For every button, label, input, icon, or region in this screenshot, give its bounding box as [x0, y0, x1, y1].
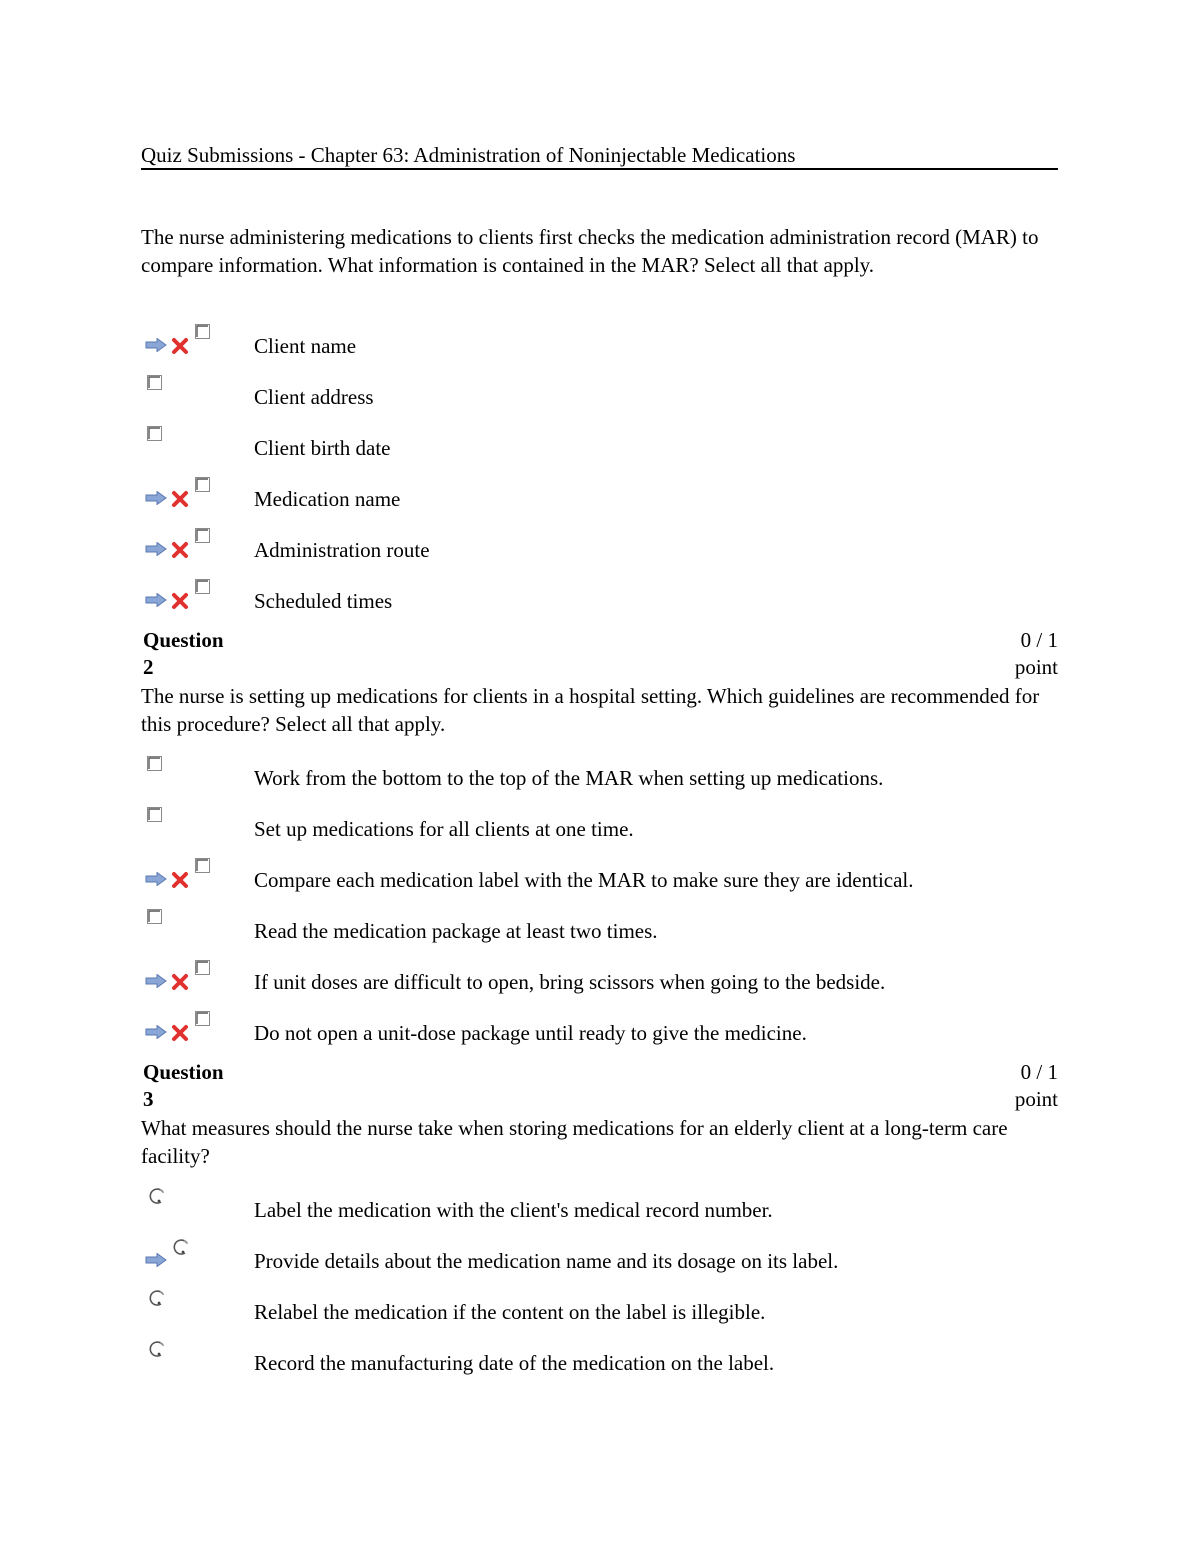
incorrect-x-icon: [171, 1024, 189, 1042]
arrow-right-icon: [145, 338, 167, 352]
arrow-right-icon: [145, 1253, 167, 1267]
page-title: Quiz Submissions - Chapter 63: Administration of Noninjectable Medications: [141, 142, 1058, 170]
checkbox-icon[interactable]: [195, 579, 210, 594]
incorrect-x-icon: [171, 973, 189, 991]
answer-option[interactable]: [141, 1196, 1058, 1230]
incorrect-x-icon: [171, 871, 189, 889]
answer-markers: [145, 1019, 245, 1049]
radio-button-icon[interactable]: [147, 1186, 167, 1206]
answer-option[interactable]: [141, 332, 1058, 366]
answer-option[interactable]: [141, 968, 1058, 1002]
checkbox-icon[interactable]: [195, 528, 210, 543]
answer-option-label: Relabel the medication if the content on the label is illegible.: [254, 1300, 766, 1324]
answer-markers: [145, 917, 245, 947]
question-2-header: [141, 627, 1058, 683]
answer-option[interactable]: [141, 383, 1058, 417]
radio-button-icon[interactable]: [171, 1237, 191, 1257]
answer-option[interactable]: [141, 587, 1058, 621]
answer-option-label: Provide details about the medication name and its dosage on its label.: [254, 1249, 839, 1273]
answer-option[interactable]: [141, 536, 1058, 570]
answer-markers: [145, 434, 245, 464]
question-2-stem: The nurse is setting up medications for clients in a hospital setting. Which guidelines are recommended for this procedure? Select all that apply.: [141, 684, 1040, 736]
arrow-right-icon: [145, 542, 167, 556]
answer-option[interactable]: [141, 1349, 1058, 1383]
question-2-label: [143, 627, 263, 681]
answer-option-label: Set up medications for all clients at one time.: [254, 817, 634, 841]
answer-markers: [145, 866, 245, 896]
arrow-right-icon: [145, 593, 167, 607]
question-label-word: Question: [143, 1060, 224, 1084]
answer-option-label: Do not open a unit-dose package until ready to give the medicine.: [254, 1021, 807, 1045]
incorrect-x-icon: [171, 541, 189, 559]
score-unit: point: [1014, 655, 1058, 679]
checkbox-icon[interactable]: [147, 909, 162, 924]
score-unit: point: [1014, 1087, 1058, 1111]
radio-button-icon[interactable]: [147, 1288, 167, 1308]
answer-option[interactable]: [141, 866, 1058, 900]
arrow-right-icon: [145, 872, 167, 886]
checkbox-icon[interactable]: [195, 1011, 210, 1026]
answer-option[interactable]: [141, 434, 1058, 468]
answer-option-label: Record the manufacturing date of the medication on the label.: [254, 1351, 775, 1375]
question-2-score: [978, 627, 1058, 681]
arrow-right-icon: [145, 491, 167, 505]
incorrect-x-icon: [171, 337, 189, 355]
answer-option-label: Client name: [254, 334, 357, 358]
answer-option-label: Read the medication package at least two times.: [254, 919, 658, 943]
answer-markers: [145, 587, 245, 617]
answer-option-label: If unit doses are difficult to open, bring scissors when going to the bedside.: [254, 970, 886, 994]
answer-option-label: Administration route: [254, 538, 430, 562]
answer-option-label: Medication name: [254, 487, 401, 511]
incorrect-x-icon: [171, 592, 189, 610]
answer-option[interactable]: [141, 1298, 1058, 1332]
answer-option-label: Work from the bottom to the top of the MAR when setting up medications.: [254, 766, 884, 790]
answer-option-label: Client address: [254, 385, 374, 409]
checkbox-icon[interactable]: [195, 324, 210, 339]
checkbox-icon[interactable]: [195, 477, 210, 492]
checkbox-icon[interactable]: [147, 426, 162, 441]
question-label-word: Question: [143, 628, 224, 652]
answer-markers: [145, 1349, 245, 1379]
arrow-right-icon: [145, 974, 167, 988]
answer-markers: [145, 764, 245, 794]
question-number: 3: [143, 1087, 154, 1111]
question-3-label: [143, 1059, 263, 1113]
checkbox-icon[interactable]: [147, 375, 162, 390]
answer-option[interactable]: [141, 1019, 1058, 1053]
radio-button-icon[interactable]: [147, 1339, 167, 1359]
answer-option[interactable]: [141, 485, 1058, 519]
incorrect-x-icon: [171, 490, 189, 508]
arrow-right-icon: [145, 1025, 167, 1039]
answer-option[interactable]: [141, 1247, 1058, 1281]
score-value: 0 / 1: [1020, 1060, 1058, 1084]
question-3-stem: What measures should the nurse take when storing medications for an elderly client at a long-term care facility?: [141, 1116, 1008, 1168]
question-3-score: [978, 1059, 1058, 1113]
checkbox-icon[interactable]: [195, 858, 210, 873]
answer-option-label: Scheduled times: [254, 589, 393, 613]
answer-option[interactable]: [141, 815, 1058, 849]
answer-markers: [145, 536, 245, 566]
answer-markers: [145, 1298, 245, 1328]
answer-option[interactable]: [141, 764, 1058, 798]
answer-markers: [145, 383, 245, 413]
score-value: 0 / 1: [1020, 628, 1058, 652]
answer-markers: [145, 968, 245, 998]
answer-markers: [145, 1247, 245, 1277]
checkbox-icon[interactable]: [147, 756, 162, 771]
answer-option[interactable]: [141, 917, 1058, 951]
question-1-stem: The nurse administering medications to clients first checks the medication administration record (MAR) to compare information. What information is contained in the MAR? Select all that apply.: [141, 225, 1039, 277]
checkbox-icon[interactable]: [195, 960, 210, 975]
answer-markers: [145, 815, 245, 845]
answer-option-label: Compare each medication label with the MAR to make sure they are identical.: [254, 868, 914, 892]
checkbox-icon[interactable]: [147, 807, 162, 822]
question-number: 2: [143, 655, 154, 679]
answer-option-label: Label the medication with the client's medical record number.: [254, 1198, 773, 1222]
answer-markers: [145, 332, 245, 362]
answer-option-label: Client birth date: [254, 436, 391, 460]
answer-markers: [145, 1196, 245, 1226]
answer-markers: [145, 485, 245, 515]
question-3-header: [141, 1059, 1058, 1115]
